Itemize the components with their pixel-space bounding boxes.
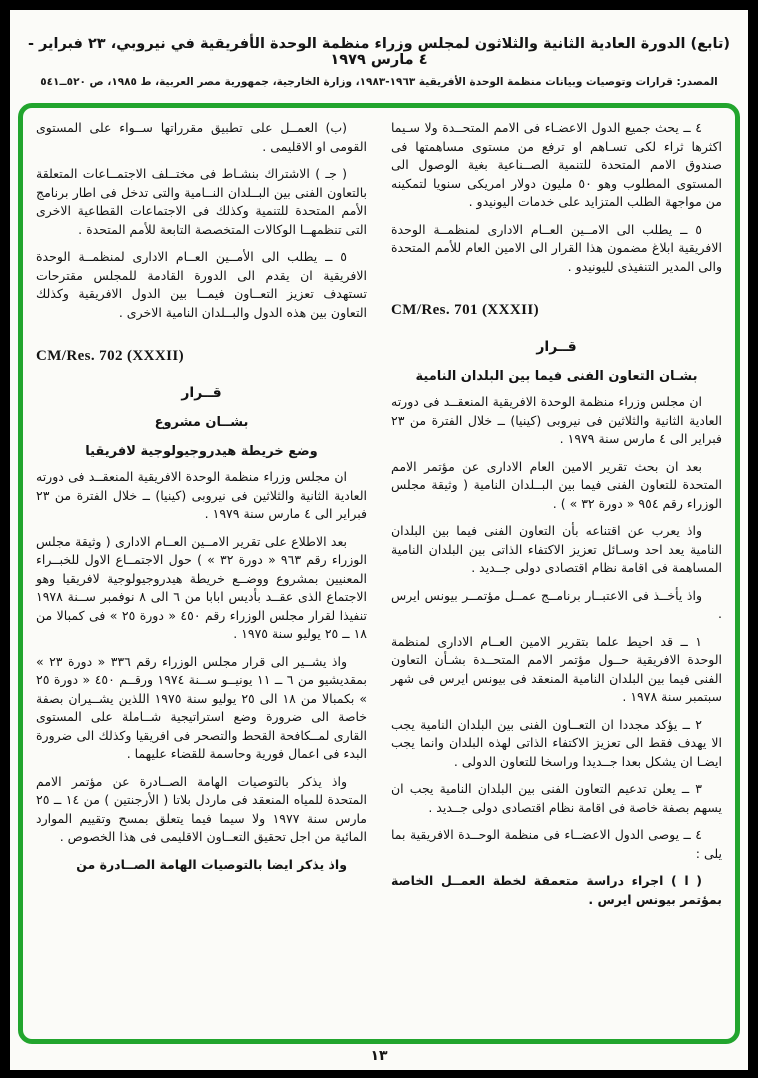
- paragraph: واذ يأخــذ فى الاعتبــار برنامــج عمــل مؤتمــر بيونس ايرس .: [391, 587, 722, 621]
- paragraph: ١ ــ قد احيط علما بتقرير الامين العــام الادارى لمنظمة الوحدة الافريقية حــول مؤتمر الامم المتحــدة بشـأن التعاون الفنى فيما بين البلدان النامية المنعقد فى بيونس ايرس فى شهر سبتمبر سنة ١٩٧٨ .: [391, 633, 722, 704]
- document-page: [10, 10, 748, 1070]
- paragraph: ٥ ــ يطلب الى الامــين العــام الادارى لمنظمــة الوحدة الافريقية ابلاغ مضمون هذا القرار الى الامين العام للأمم المتحدة والى المدير التنفيذى لليونيدو .: [391, 221, 722, 274]
- paragraph: ٤ ــ يوصى الدول الاعضــاء فى منظمة الوحــدة الافريقية بما يلى :: [391, 827, 722, 861]
- green-content-frame: [18, 103, 740, 1044]
- paragraph: ان مجلس وزراء منظمة الوحدة الافريقية المنعقــد فى دورته العادية الثانية والثلاثين فى نيروبى (كينيا) ــ خلال الفترة من ٢٣ فبراير الى ٤ مارس سنة ١٩٧٩ .: [36, 469, 367, 521]
- resolution-heading: قــرار: [181, 385, 222, 401]
- resolution-subject: بشـان التعاون الفنى فيما بين البلدان النامية: [415, 369, 698, 384]
- paragraph: بعد الاطلاع على تقرير الامــين العــام الادارى ( وثيقة مجلس الوزراء رقم ٩٦٣ « دورة ٣٢ » ) حول الاجتمــاع الاول للخبــراء المعنيين بمشروع ووضــع خريطة هيدروجيولوجية لافريقيا وهو الاجتماع الذى عقــد بأديس ابابا من ٦ الى ٨ نوفمبر ســنة ١٩٧٨ تنفيذا لقرار مجلس الوزراء رقم ٤٥٠ « دورة ٢٥ » فى كمبالا من ١٨ ــ ٢٥ يوليو سنة ١٩٧٥ .: [36, 533, 367, 641]
- paragraph: ٢ ــ يؤكد مجددا ان التعــاون الفنى بين البلدان النامية يجب الا يهدف فقط الى تعزيز الاكتفاء الذاتى لهذه البلدان وانما يجب ايضـا ان يشكل بعدا جــديدا وراسخا للتعاون الدولى .: [391, 716, 722, 769]
- paragraph: واذ يذكر بالتوصيات الهامة الصــادرة عن مؤتمر الامم المتحدة للمياه المنعقد فى ماردل بلاتا ( الأرجنتين ) من ١٤ ــ ٢٥ مارس سنة ١٩٧٧ ولا سيما فيما يتعلق بمسح وتقييم الموارد المائية من اجل تحقيق التعــاون الاقليمى فى هذا الخصوص .: [36, 773, 367, 844]
- two-column-layout: [23, 108, 735, 1039]
- paragraph: ٥ ــ يطلب الى الأمــين العــام الادارى لمنظمــة الوحدة الافريقية ان يقدم الى الدورة القادمة للمجلس مقترحات تستهدف تعزيز التعــاون فيمــا بين الدول الافريقية وكذلك التعاون بين هذه الدول والبــلدان النامية الاخرى .: [36, 249, 367, 320]
- column-right: [391, 119, 722, 1028]
- paragraph: ٣ ــ يعلن تدعيم التعاون الفنى بين البلدان النامية يجب ان يسهم بصفة خاصة فى اقامة نظام اقتصادى دولى جــديد .: [391, 781, 722, 815]
- paragraph: واذ يذكر ايضا بالتوصيات الهامة الصــادرة من: [76, 856, 347, 872]
- paragraph: (ب) العمــل على تطبيق مقرراتها ســواء على المستوى القومى او الاقليمى .: [36, 120, 367, 154]
- page-number: ١٣: [370, 1048, 388, 1064]
- paragraph: ان مجلس وزراء منظمة الوحدة الافريقية المنعقــد فى دورته العادية الثانية والثلاثين فى نيروبى (كينيا) ــ خلال الفترة من ٢٣ فبراير الى ٤ مارس سنة ١٩٧٩ .: [391, 394, 722, 446]
- paragraph: ٤ ــ يحث جميع الدول الاعضـاء فى الامم المتحــدة ولا سـيما اكثرها ثراء لكى تسـاهم او ترفع من مستوى مساهمتها فى صندوق الامم المتحدة للتنمية الصــناعية بغية الوصول الى المستوى المطلوب وهو ٥٠ مليون دولار امريكى سنويا لتمكينه من مواجهة الطلب المتزايد على خدمات اليونيدو .: [391, 120, 722, 209]
- resolution-code: CM/Res. 702 (XXXII): [36, 348, 184, 364]
- session-title: (تابع) الدورة العادية الثانية والثلاثون لمجلس وزراء منظمة الوحدة الأفريقية في نيروبي، ٢٣ فبراير - ٤ مارس ١٩٧٩: [27, 36, 731, 68]
- column-left: [36, 119, 367, 1028]
- paragraph: ( جـ ) الاشتراك بنشـاط فى مختــلف الاجتمــاعات المتعلقة بالتعاون الفنى بين البــلدان النــامية والتى تدخل فى اطار برنامج الأمم المتحدة للتنمية وكذلك فى الاجتماعات القطاعية الاخرى التى تنظمهــا الوكالات المتخصصة التابعة للأمم المتحدة .: [36, 166, 367, 237]
- resolution-subject: بشــان مشروع: [154, 415, 249, 430]
- resolution-code: CM/Res. 701 (XXXII): [391, 302, 539, 318]
- paragraph: بعد ان بحث تقرير الامين العام الادارى عن مؤتمر الامم المتحدة للتعاون الفنى فيما بين البــلدان النامية ( وثيقة مجلس الوزراء رقم ٩٥٤ « دورة ٣٢ » ) .: [391, 458, 722, 511]
- resolution-subject: وضع خريطة هيدروجيولوجية لافريقيا: [85, 444, 318, 459]
- source-citation: المصدر: قرارات وتوصيات وبيانات منظمة الوحدة الأفريقية ١٩٦٣-١٩٨٣، وزارة الخارجية، جمهورية مصر العربية، ط ١٩٨٥، ص ٥٢٠ــ٥٤١: [40, 76, 718, 88]
- page-header: [10, 36, 748, 88]
- paragraph: ( ا ) اجراء دراسة متعمقة لخطة العمــل الخاصة بمؤتمر بيونس ايرس .: [391, 873, 722, 907]
- paragraph: واذ يشــير الى قرار مجلس الوزراء رقم ٣٣٦ « دورة ٢٣ » بمقديشيو من ٦ ــ ١١ يونيــو ســنة ١٩٧٤ ورقــم ٤٥٠ « دورة ٢٥ » بكمبالا من ١٨ الى ٢٥ يوليو سنة ١٩٧٥ اللذين يشــيران بصفة خاصة الى ضرورة وضع استراتيجية شــاملة على المستوى القارى لمــكافحة القحط والتصحر فى افريقيا وكذلك الى ضرورة البدء فى اعمال فورية وحاسمة للقضاء عليهما .: [36, 653, 368, 761]
- paragraph: واذ يعرب عن اقتناعه بأن التعاون الفنى فيما بين البلدان النامية يعد احد وسـائل تعزيز الاكتفاء الذاتى بين البلدان النامية المساهمة فى اقامة نظام اقتصادى دولى جــديد .: [391, 523, 722, 575]
- resolution-heading: قــرار: [536, 339, 577, 355]
